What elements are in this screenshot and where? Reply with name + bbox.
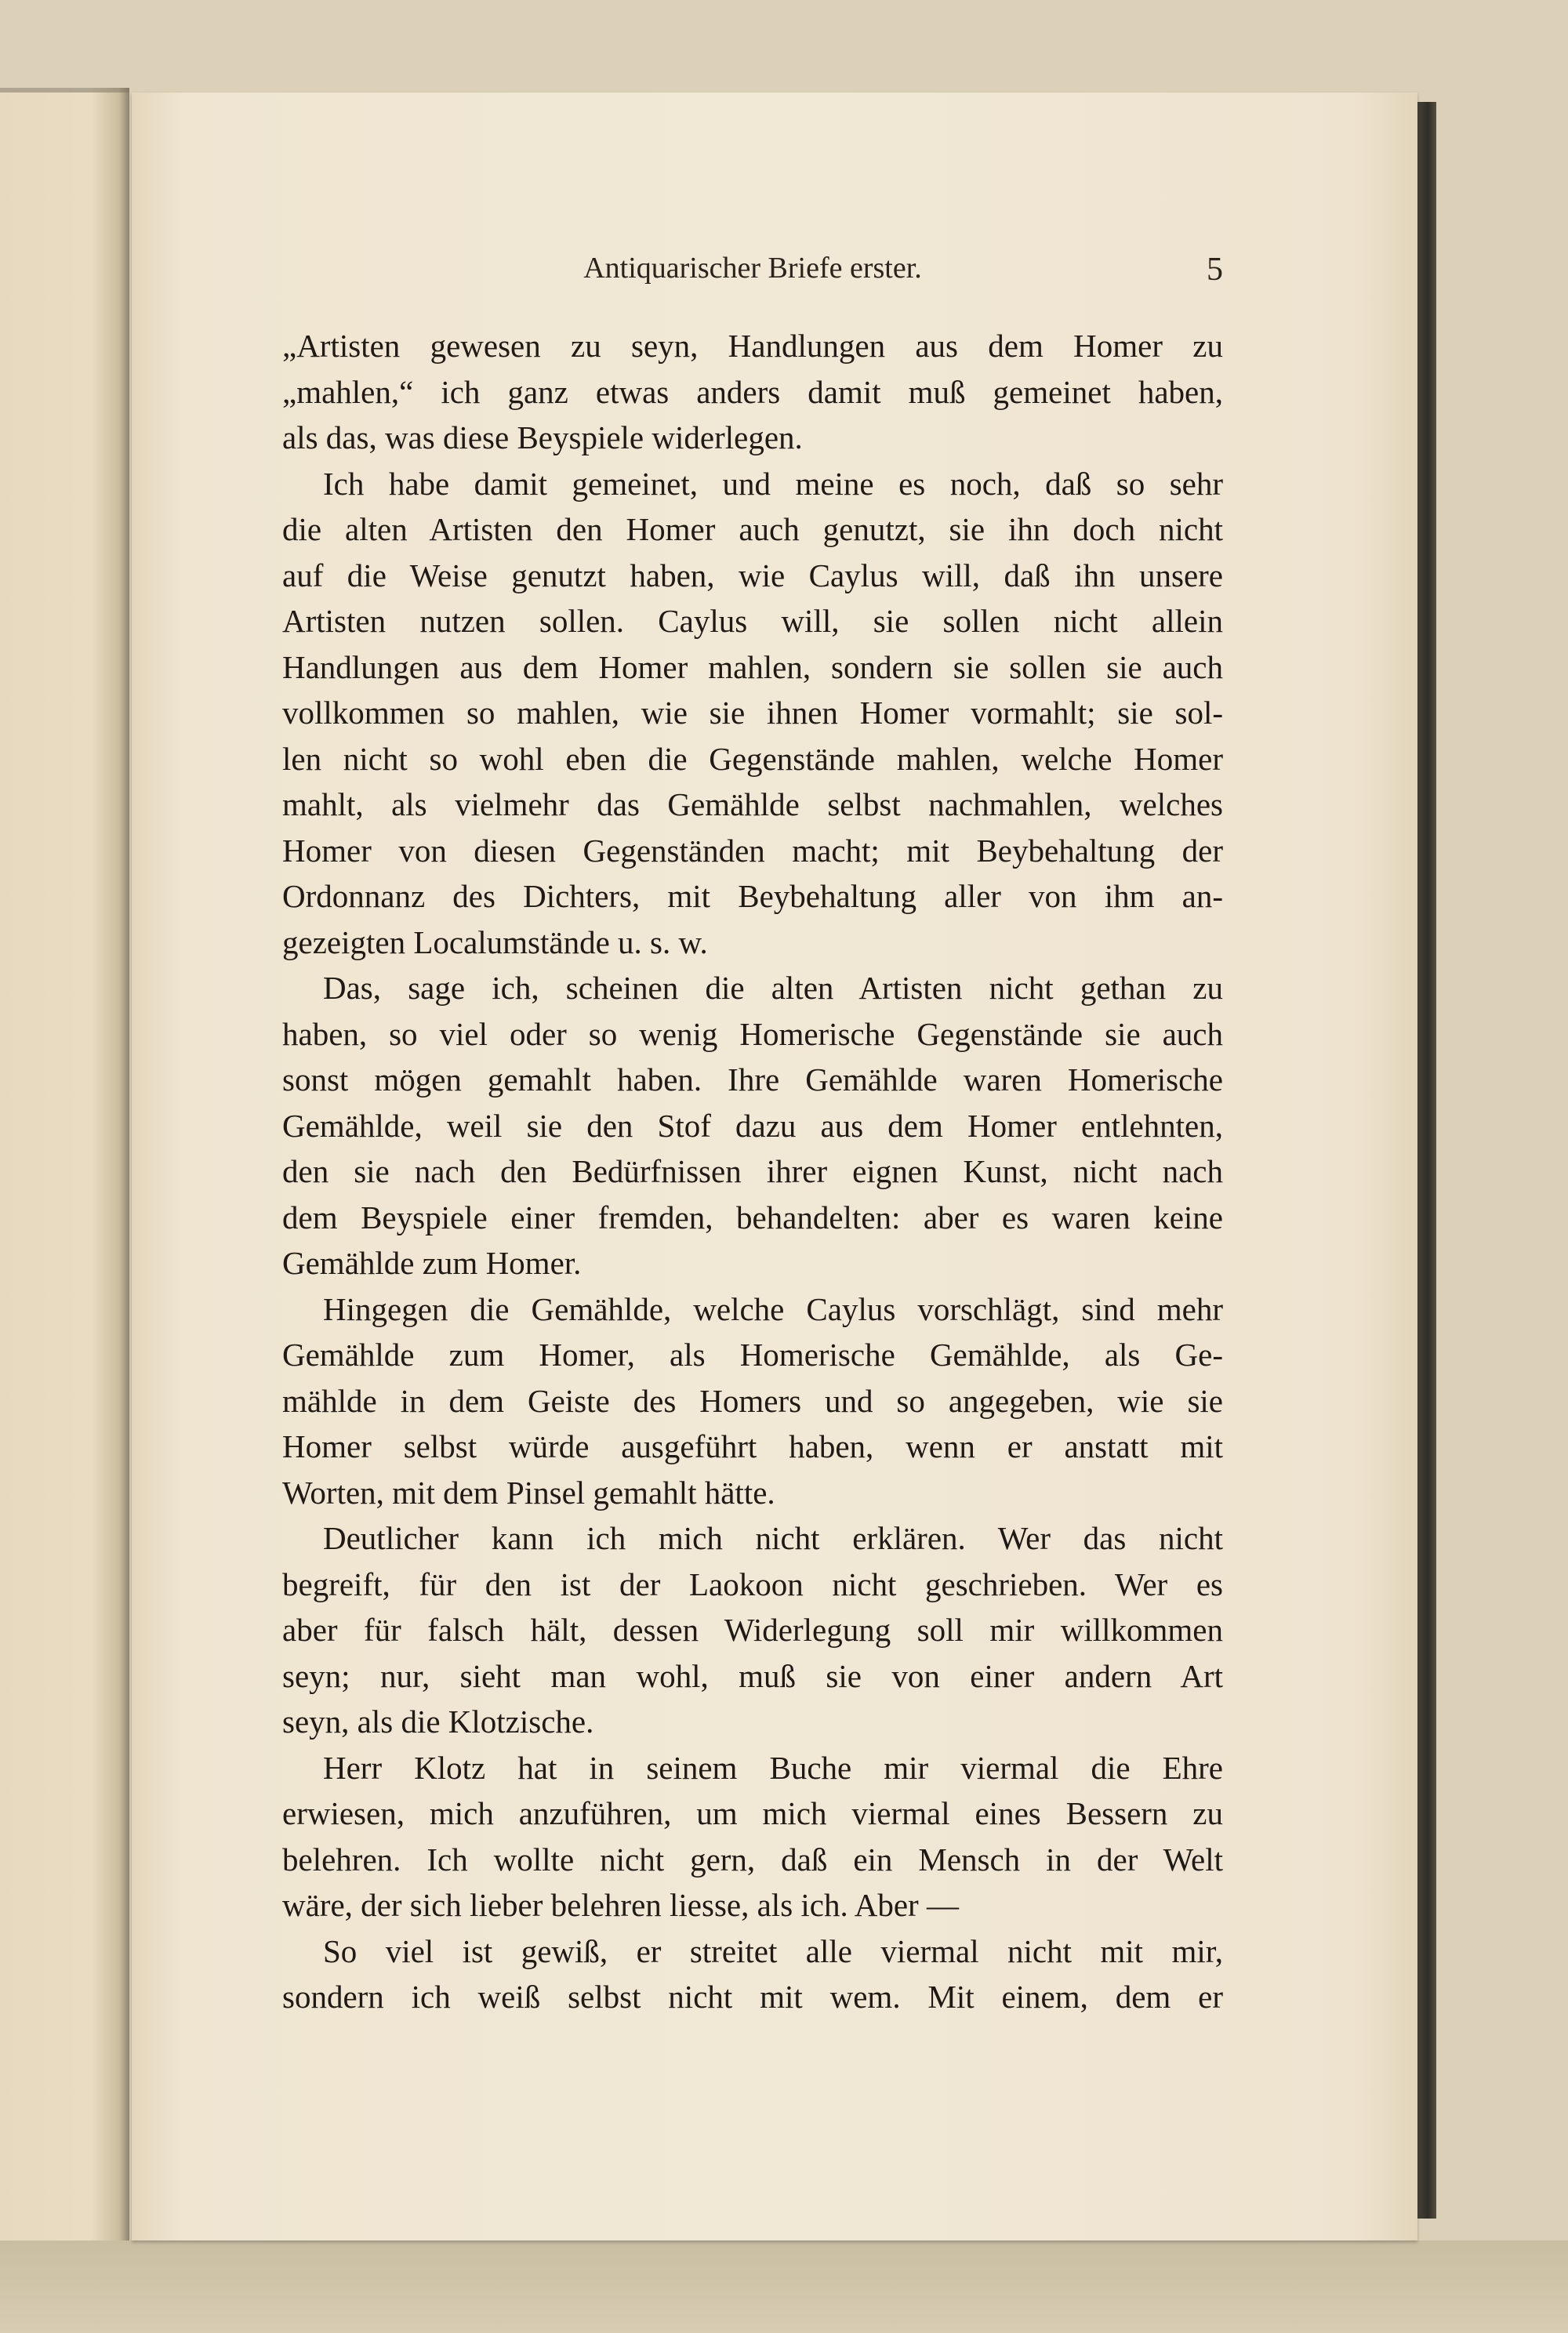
text-line: Herr Klotz hat in seinem Buche mir viermal die Ehre [323,1749,1223,1786]
text-line: als das, was diese Beyspiele widerlegen. [282,419,803,455]
text-line: Artisten nutzen sollen. Caylus will, sie sollen nicht allein [282,603,1223,639]
text-line: len nicht so wohl eben die Gegenstände mahlen, welche Homer [282,740,1223,777]
paragraph [282,1515,1223,1745]
running-header [282,251,1223,295]
text-line: Ich habe damit gemeinet, und meine es noch, daß so sehr [323,465,1223,502]
text-line: „mahlen,“ ich ganz etwas anders damit muß gemeinet haben, [282,373,1223,410]
text-line: gezeigten Localumstände u. s. w. [282,923,708,960]
text-line: Gemählde zum Homer. [282,1245,582,1281]
page-body-text [282,323,1223,2020]
text-line: den sie nach den Bedürfnissen ihrer eignen Kunst, nicht nach [282,1153,1223,1189]
paragraph [282,1286,1223,1516]
paragraph [282,1928,1223,2020]
text-line: Homer selbst würde ausgeführt haben, wenn er anstatt mit [282,1428,1223,1464]
text-line: Worten, mit dem Pinsel gemahlt hätte. [282,1474,775,1511]
paragraph [282,965,1223,1286]
text-line: auf die Weise genutzt haben, wie Caylus will, daß ihn unsere [282,557,1223,593]
facing-page [0,88,129,2251]
text-line: mählde in dem Geiste des Homers und so angegeben, wie sie [282,1382,1223,1419]
text-line: die alten Artisten den Homer auch genutzt, sie ihn doch nicht [282,511,1223,547]
text-line: seyn; nur, sieht man wohl, muß sie von einer andern Art [282,1657,1223,1694]
facing-page-edge [0,88,129,93]
text-line: wäre, der sich lieber belehren liesse, als ich. Aber — [282,1887,959,1923]
text-line: Gemählde, weil sie den Stof dazu aus dem Homer entlehnten, [282,1107,1223,1144]
text-line: „Artisten gewesen zu seyn, Handlungen aus dem Homer zu [282,328,1223,364]
text-line: belehren. Ich wollte nicht gern, daß ein Mensch in der Welt [282,1841,1223,1878]
text-line: erwiesen, mich anzuführen, um mich viermal eines Bessern zu [282,1795,1223,1831]
text-line: vollkommen so mahlen, wie sie ihnen Homer vormahlt; sie sol- [282,695,1223,731]
text-line: Das, sage ich, scheinen die alten Artisten nicht gethan zu [323,970,1223,1006]
text-line: sondern ich weiß selbst nicht mit wem. Mit einem, dem er [282,1979,1223,2015]
text-line: mahlt, als vielmehr das Gemählde selbst nachmahlen, welches [282,786,1223,822]
text-line: aber für falsch hält, dessen Widerlegung soll mir willkommen [282,1612,1223,1648]
text-line: Hingegen die Gemählde, welche Caylus vorschlägt, sind mehr [323,1290,1223,1327]
text-line: Gemählde zum Homer, als Homerische Gemählde, als Ge- [282,1337,1223,1373]
running-title: Antiquarischer Briefe erster. [583,252,922,285]
paragraph [282,461,1223,966]
paragraph [282,1745,1223,1928]
text-line: So viel ist gewiß, er streitet alle viermal nicht mit mir, [323,1932,1223,1969]
text-line: Ordonnanz des Dichters, mit Beybehaltung aller von ihm an- [282,878,1223,914]
background-below-page [0,2240,1568,2333]
text-line: Homer von diesen Gegenständen macht; mit Beybehaltung der [282,832,1223,869]
text-line: Handlungen aus dem Homer mahlen, sondern sie sollen sie auch [282,648,1223,685]
book-cover-edge [1416,102,1436,2219]
text-line: Deutlicher kann ich mich nicht erklären. Wer das nicht [323,1520,1223,1556]
paragraph [282,323,1223,461]
text-line: dem Beyspiele einer fremden, behandelten: aber es waren keine [282,1199,1223,1235]
page-number: 5 [1207,252,1223,288]
text-line: seyn, als die Klotzische. [282,1703,594,1740]
text-line: begreift, für den ist der Laokoon nicht geschrieben. Wer es [282,1566,1223,1602]
text-line: sonst mögen gemahlt haben. Ihre Gemählde waren Homerische [282,1061,1223,1098]
text-line: haben, so viel oder so wenig Homerische Gegenstände sie auch [282,1015,1223,1052]
